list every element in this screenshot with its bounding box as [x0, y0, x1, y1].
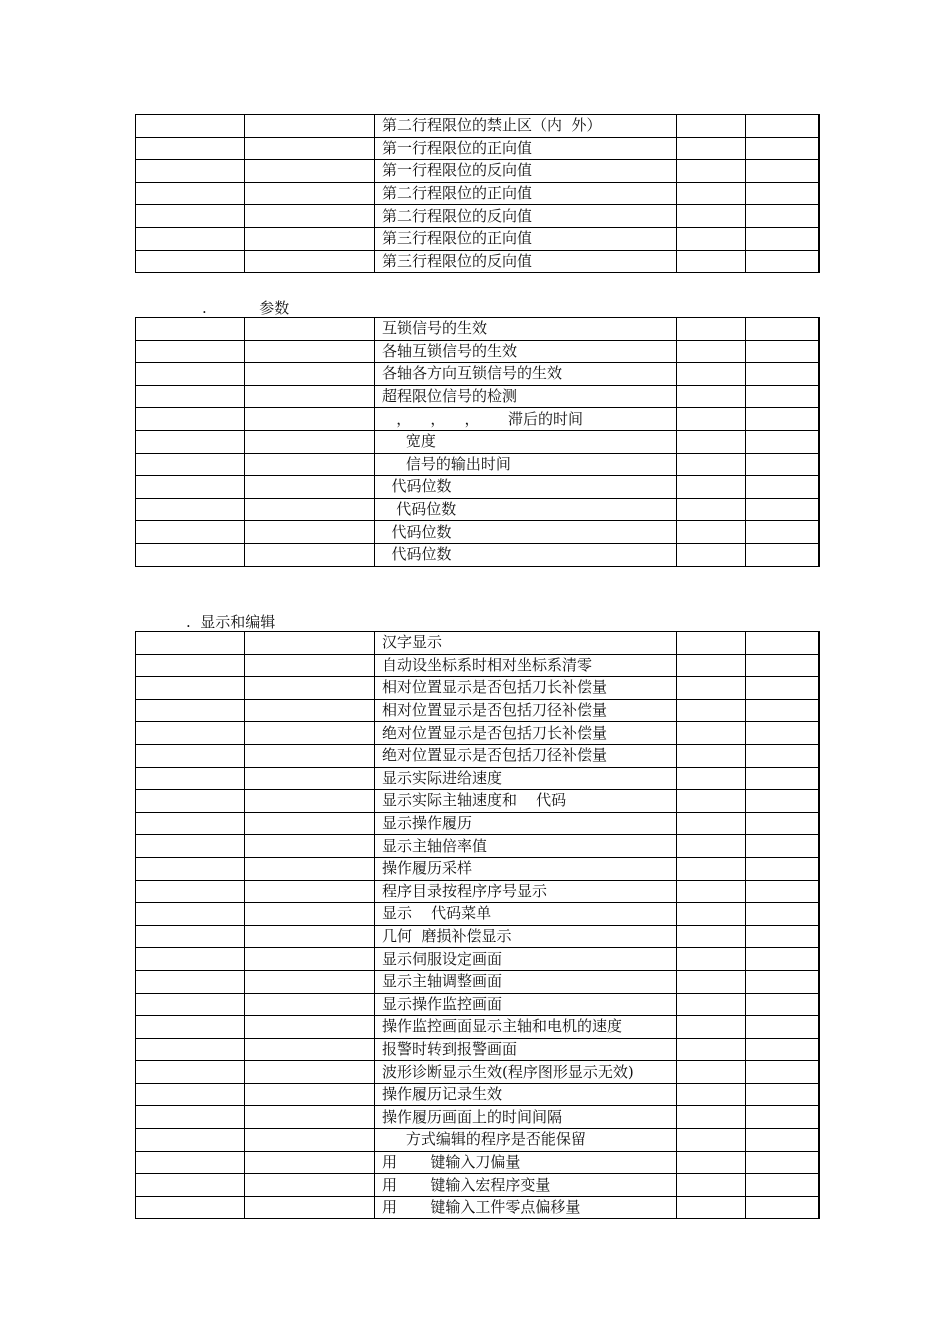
param-description-cell: 显示操作监控画面 — [375, 993, 677, 1016]
param-symbol-cell — [245, 632, 375, 655]
table-row — [136, 699, 819, 722]
param-number-cell — [136, 227, 245, 250]
param-number-cell — [136, 1061, 245, 1084]
param-number-cell — [136, 1174, 245, 1197]
param-number-cell — [136, 993, 245, 1016]
table-row — [136, 948, 819, 971]
param-symbol-cell — [245, 182, 375, 205]
param-value-cell — [677, 1174, 746, 1197]
param-value-cell — [677, 182, 746, 205]
param-symbol-cell — [245, 654, 375, 677]
param-symbol-cell — [245, 677, 375, 700]
param-symbol-cell — [245, 948, 375, 971]
param-value-cell — [677, 160, 746, 183]
param-value-cell — [677, 137, 746, 160]
table-row — [136, 857, 819, 880]
param-table-stroke-limits — [135, 114, 820, 273]
param-value-cell — [677, 476, 746, 499]
param-remark-cell — [746, 408, 819, 431]
param-description-cell: 第一行程限位的反向值 — [375, 160, 677, 183]
param-symbol-cell — [245, 318, 375, 341]
param-description-cell: 互锁信号的生效 — [375, 318, 677, 341]
param-description-cell: 第二行程限位的正向值 — [375, 182, 677, 205]
param-number-cell — [136, 699, 245, 722]
table-row — [136, 1016, 819, 1039]
table-row — [136, 1151, 819, 1174]
table-row — [136, 205, 819, 228]
param-description-cell: 绝对位置显示是否包括刀径补偿量 — [375, 744, 677, 767]
param-number-cell — [136, 498, 245, 521]
param-number-cell — [136, 115, 245, 138]
param-description-cell: 显示实际进给速度 — [375, 767, 677, 790]
table-row — [136, 363, 819, 386]
table-row — [136, 227, 819, 250]
param-remark-cell — [746, 137, 819, 160]
table-row — [136, 182, 819, 205]
param-number-cell — [136, 543, 245, 566]
param-number-cell — [136, 880, 245, 903]
param-description-cell: 显示实际主轴速度和 代码 — [375, 790, 677, 813]
param-symbol-cell — [245, 227, 375, 250]
param-number-cell — [136, 363, 245, 386]
param-symbol-cell — [245, 1038, 375, 1061]
param-value-cell — [677, 903, 746, 926]
table-row — [136, 993, 819, 1016]
param-symbol-cell — [245, 1106, 375, 1129]
param-symbol-cell — [245, 744, 375, 767]
param-number-cell — [136, 1129, 245, 1152]
param-number-cell — [136, 835, 245, 858]
param-description-cell: 操作监控画面显示主轴和电机的速度 — [375, 1016, 677, 1039]
param-value-cell — [677, 699, 746, 722]
param-value-cell — [677, 744, 746, 767]
param-symbol-cell — [245, 699, 375, 722]
param-remark-cell — [746, 857, 819, 880]
param-value-cell — [677, 543, 746, 566]
param-value-cell — [677, 790, 746, 813]
table-row — [136, 498, 819, 521]
param-symbol-cell — [245, 453, 375, 476]
table-row — [136, 767, 819, 790]
param-number-cell — [136, 205, 245, 228]
param-value-cell — [677, 970, 746, 993]
param-symbol-cell — [245, 115, 375, 138]
table-row — [136, 880, 819, 903]
param-value-cell — [677, 227, 746, 250]
param-symbol-cell — [245, 160, 375, 183]
param-description-cell: 汉字显示 — [375, 632, 677, 655]
param-number-cell — [136, 1038, 245, 1061]
param-symbol-cell — [245, 903, 375, 926]
param-number-cell — [136, 521, 245, 544]
param-description-cell: 超程限位信号的检测 — [375, 385, 677, 408]
param-description-cell: 代码位数 — [375, 543, 677, 566]
param-symbol-cell — [245, 543, 375, 566]
param-remark-cell — [746, 430, 819, 453]
param-number-cell — [136, 408, 245, 431]
param-number-cell — [136, 790, 245, 813]
param-number-cell — [136, 385, 245, 408]
param-symbol-cell — [245, 1083, 375, 1106]
param-remark-cell — [746, 182, 819, 205]
param-remark-cell — [746, 993, 819, 1016]
param-description-cell: 各轴互锁信号的生效 — [375, 340, 677, 363]
param-number-cell — [136, 1083, 245, 1106]
param-description-cell: 信号的输出时间 — [375, 453, 677, 476]
param-description-cell: 相对位置显示是否包括刀长补偿量 — [375, 677, 677, 700]
param-value-cell — [677, 925, 746, 948]
param-value-cell — [677, 408, 746, 431]
param-symbol-cell — [245, 205, 375, 228]
param-remark-cell — [746, 1151, 819, 1174]
param-value-cell — [677, 453, 746, 476]
param-value-cell — [677, 385, 746, 408]
param-number-cell — [136, 970, 245, 993]
param-number-cell — [136, 812, 245, 835]
table-row — [136, 722, 819, 745]
param-symbol-cell — [245, 250, 375, 273]
param-symbol-cell — [245, 137, 375, 160]
param-remark-cell — [746, 1061, 819, 1084]
param-description-cell: 用 键输入刀偏量 — [375, 1151, 677, 1174]
param-remark-cell — [746, 205, 819, 228]
param-description-cell: 波形诊断显示生效(程序图形显示无效) — [375, 1061, 677, 1084]
param-description-cell: 几何 磨损补偿显示 — [375, 925, 677, 948]
table-row — [136, 925, 819, 948]
param-remark-cell — [746, 1106, 819, 1129]
param-value-cell — [677, 521, 746, 544]
param-value-cell — [677, 880, 746, 903]
param-remark-cell — [746, 476, 819, 499]
param-remark-cell — [746, 812, 819, 835]
param-value-cell — [677, 677, 746, 700]
param-symbol-cell — [245, 498, 375, 521]
param-value-cell — [677, 498, 746, 521]
param-symbol-cell — [245, 767, 375, 790]
param-number-cell — [136, 722, 245, 745]
param-number-cell — [136, 948, 245, 971]
param-symbol-cell — [245, 1016, 375, 1039]
param-remark-cell — [746, 318, 819, 341]
param-remark-cell — [746, 948, 819, 971]
param-remark-cell — [746, 160, 819, 183]
section-heading-interlock: . 参数 — [202, 299, 290, 317]
param-remark-cell — [746, 970, 819, 993]
param-value-cell — [677, 948, 746, 971]
table-row — [136, 340, 819, 363]
param-description-cell: 操作履历采样 — [375, 857, 677, 880]
table-row — [136, 521, 819, 544]
table-row — [136, 453, 819, 476]
param-symbol-cell — [245, 857, 375, 880]
param-value-cell — [677, 250, 746, 273]
table-row — [136, 1106, 819, 1129]
param-remark-cell — [746, 1038, 819, 1061]
param-remark-cell — [746, 632, 819, 655]
param-description-cell: 代码位数 — [375, 476, 677, 499]
param-number-cell — [136, 857, 245, 880]
param-remark-cell — [746, 1129, 819, 1152]
param-number-cell — [136, 182, 245, 205]
param-description-cell: ， ， ， 滞后的时间 — [375, 408, 677, 431]
param-remark-cell — [746, 453, 819, 476]
param-description-cell: 代码位数 — [375, 521, 677, 544]
param-remark-cell — [746, 250, 819, 273]
param-description-cell: 用 键输入宏程序变量 — [375, 1174, 677, 1197]
param-description-cell: 方式编辑的程序是否能保留 — [375, 1129, 677, 1152]
param-number-cell — [136, 160, 245, 183]
table-row — [136, 677, 819, 700]
param-symbol-cell — [245, 812, 375, 835]
param-description-cell: 第三行程限位的反向值 — [375, 250, 677, 273]
param-symbol-cell — [245, 1174, 375, 1197]
param-symbol-cell — [245, 790, 375, 813]
param-number-cell — [136, 1016, 245, 1039]
param-number-cell — [136, 137, 245, 160]
table-row — [136, 835, 819, 858]
table-row — [136, 1083, 819, 1106]
param-remark-cell — [746, 363, 819, 386]
param-description-cell: 宽度 — [375, 430, 677, 453]
param-symbol-cell — [245, 363, 375, 386]
param-symbol-cell — [245, 476, 375, 499]
param-remark-cell — [746, 677, 819, 700]
param-number-cell — [136, 654, 245, 677]
param-remark-cell — [746, 340, 819, 363]
param-description-cell: 绝对位置显示是否包括刀长补偿量 — [375, 722, 677, 745]
table-row — [136, 430, 819, 453]
table-row — [136, 385, 819, 408]
param-value-cell — [677, 1083, 746, 1106]
param-symbol-cell — [245, 521, 375, 544]
param-remark-cell — [746, 521, 819, 544]
param-symbol-cell — [245, 430, 375, 453]
param-remark-cell — [746, 744, 819, 767]
param-value-cell — [677, 835, 746, 858]
param-value-cell — [677, 318, 746, 341]
param-description-cell: 显示 代码菜单 — [375, 903, 677, 926]
param-number-cell — [136, 632, 245, 655]
table-row — [136, 744, 819, 767]
param-value-cell — [677, 1061, 746, 1084]
param-description-cell: 显示操作履历 — [375, 812, 677, 835]
param-description-cell: 显示伺服设定画面 — [375, 948, 677, 971]
param-remark-cell — [746, 543, 819, 566]
param-description-cell: 程序目录按程序序号显示 — [375, 880, 677, 903]
table-row — [136, 1038, 819, 1061]
param-symbol-cell — [245, 1061, 375, 1084]
param-description-cell: 第一行程限位的正向值 — [375, 137, 677, 160]
param-number-cell — [136, 1151, 245, 1174]
param-description-cell: 显示主轴倍率值 — [375, 835, 677, 858]
param-number-cell — [136, 476, 245, 499]
param-description-cell: 相对位置显示是否包括刀径补偿量 — [375, 699, 677, 722]
param-value-cell — [677, 1016, 746, 1039]
param-remark-cell — [746, 903, 819, 926]
param-remark-cell — [746, 115, 819, 138]
param-symbol-cell — [245, 970, 375, 993]
param-description-cell: 操作履历画面上的时间间隔 — [375, 1106, 677, 1129]
table-row — [136, 250, 819, 273]
param-description-cell: 报警时转到报警画面 — [375, 1038, 677, 1061]
table-row — [136, 1196, 819, 1219]
table-row — [136, 543, 819, 566]
param-value-cell — [677, 1151, 746, 1174]
param-value-cell — [677, 632, 746, 655]
param-remark-cell — [746, 385, 819, 408]
param-number-cell — [136, 925, 245, 948]
table-row — [136, 1129, 819, 1152]
param-number-cell — [136, 430, 245, 453]
param-remark-cell — [746, 227, 819, 250]
param-remark-cell — [746, 880, 819, 903]
table-row — [136, 632, 819, 655]
param-description-cell: 显示主轴调整画面 — [375, 970, 677, 993]
param-number-cell — [136, 1106, 245, 1129]
param-remark-cell — [746, 835, 819, 858]
param-remark-cell — [746, 1196, 819, 1219]
param-remark-cell — [746, 699, 819, 722]
param-remark-cell — [746, 498, 819, 521]
param-number-cell — [136, 1196, 245, 1219]
param-symbol-cell — [245, 340, 375, 363]
table-row — [136, 318, 819, 341]
param-number-cell — [136, 767, 245, 790]
table-row — [136, 654, 819, 677]
param-number-cell — [136, 250, 245, 273]
param-remark-cell — [746, 790, 819, 813]
param-number-cell — [136, 677, 245, 700]
param-remark-cell — [746, 722, 819, 745]
param-value-cell — [677, 363, 746, 386]
param-remark-cell — [746, 767, 819, 790]
param-table-interlock — [135, 317, 820, 567]
param-number-cell — [136, 318, 245, 341]
param-number-cell — [136, 453, 245, 476]
param-remark-cell — [746, 1016, 819, 1039]
param-description-cell: 自动设坐标系时相对坐标系清零 — [375, 654, 677, 677]
table-row — [136, 1061, 819, 1084]
param-value-cell — [677, 767, 746, 790]
param-symbol-cell — [245, 722, 375, 745]
section-heading-display-edit: . 显示和编辑 — [186, 613, 276, 631]
table-row — [136, 115, 819, 138]
param-remark-cell — [746, 925, 819, 948]
param-value-cell — [677, 1038, 746, 1061]
param-symbol-cell — [245, 408, 375, 431]
table-row — [136, 1174, 819, 1197]
table-row — [136, 970, 819, 993]
param-value-cell — [677, 812, 746, 835]
param-value-cell — [677, 857, 746, 880]
param-number-cell — [136, 903, 245, 926]
table-row — [136, 812, 819, 835]
param-value-cell — [677, 115, 746, 138]
param-symbol-cell — [245, 385, 375, 408]
param-symbol-cell — [245, 925, 375, 948]
param-remark-cell — [746, 654, 819, 677]
param-value-cell — [677, 1106, 746, 1129]
param-symbol-cell — [245, 1151, 375, 1174]
param-number-cell — [136, 744, 245, 767]
param-description-cell: 用 键输入工件零点偏移量 — [375, 1196, 677, 1219]
param-symbol-cell — [245, 1129, 375, 1152]
param-symbol-cell — [245, 835, 375, 858]
param-value-cell — [677, 205, 746, 228]
param-description-cell: 第二行程限位的禁止区（内 外） — [375, 115, 677, 138]
param-description-cell: 代码位数 — [375, 498, 677, 521]
param-description-cell: 第二行程限位的反向值 — [375, 205, 677, 228]
param-value-cell — [677, 722, 746, 745]
table-row — [136, 160, 819, 183]
param-remark-cell — [746, 1174, 819, 1197]
param-description-cell: 各轴各方向互锁信号的生效 — [375, 363, 677, 386]
param-number-cell — [136, 340, 245, 363]
param-description-cell: 第三行程限位的正向值 — [375, 227, 677, 250]
table-row — [136, 408, 819, 431]
param-value-cell — [677, 993, 746, 1016]
table-row — [136, 476, 819, 499]
param-value-cell — [677, 430, 746, 453]
param-value-cell — [677, 654, 746, 677]
table-row — [136, 903, 819, 926]
param-remark-cell — [746, 1083, 819, 1106]
param-table-display-edit — [135, 631, 820, 1219]
param-value-cell — [677, 1129, 746, 1152]
param-symbol-cell — [245, 993, 375, 1016]
param-symbol-cell — [245, 1196, 375, 1219]
table-row — [136, 137, 819, 160]
param-value-cell — [677, 1196, 746, 1219]
table-row — [136, 790, 819, 813]
param-value-cell — [677, 340, 746, 363]
param-description-cell: 操作履历记录生效 — [375, 1083, 677, 1106]
param-symbol-cell — [245, 880, 375, 903]
